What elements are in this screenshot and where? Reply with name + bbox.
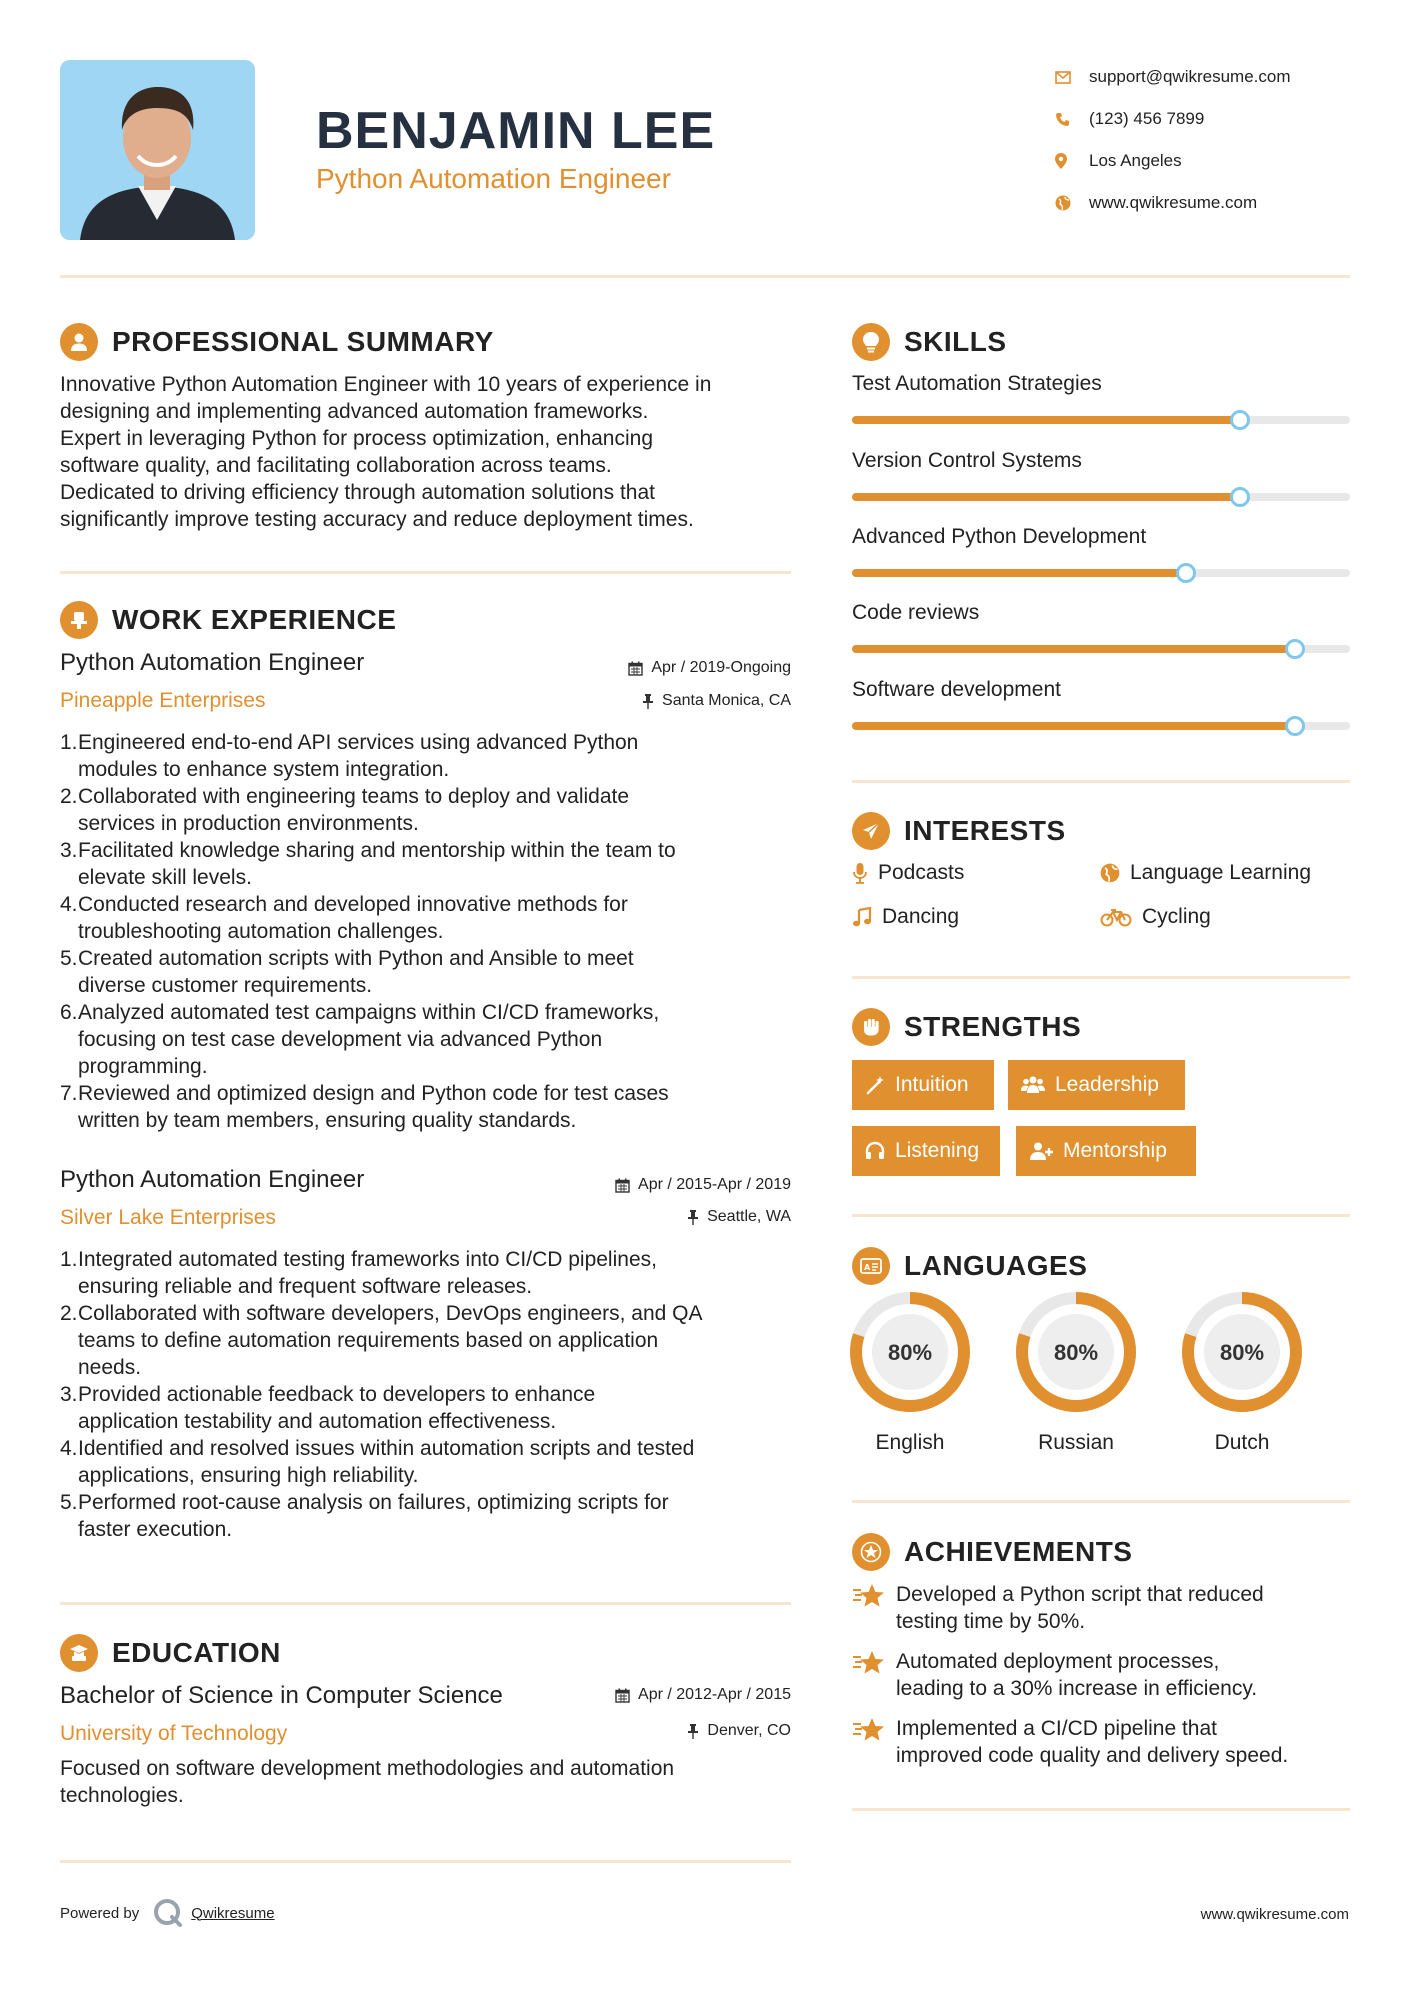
job-location <box>642 691 791 711</box>
list-line: Facilitated knowledge sharing and mentorship within the team to <box>78 839 676 862</box>
languages-divider <box>852 1500 1350 1503</box>
job-title: Python Automation Engineer <box>60 1166 365 1193</box>
list-line: Created automation scripts with Python and Ansible to meet <box>78 947 634 970</box>
interests-title: INTERESTS <box>904 815 1066 846</box>
contact-list <box>1055 56 1355 224</box>
list-line: ensuring reliable and frequent software releases. <box>78 1275 533 1298</box>
skill-bar-knob <box>1230 410 1250 430</box>
list-item <box>60 1080 800 1134</box>
list-item <box>60 783 800 837</box>
globe-icon <box>1055 195 1089 211</box>
calendar-icon <box>615 1178 630 1193</box>
job-location <box>687 1207 791 1227</box>
avatar <box>60 60 255 240</box>
strength-label: Listening <box>895 1139 980 1162</box>
list-line: Collaborated with software developers, DevOps engineers, and QA <box>78 1302 703 1325</box>
skill-bar <box>852 493 1350 501</box>
list-line: teams to define automation requirements based on application <box>78 1329 659 1352</box>
job-location-text: Seattle, WA <box>707 1208 791 1225</box>
achievements-title: ACHIEVEMENTS <box>904 1536 1133 1567</box>
skill-label: Test Automation Strategies <box>852 372 1102 395</box>
skill-item <box>852 524 1350 577</box>
achievement-line: testing time by 50%. <box>896 1610 1086 1633</box>
achievement-item <box>852 1581 1352 1635</box>
list-line: programming. <box>78 1055 208 1078</box>
education-line: Focused on software development methodologies and automation <box>60 1757 675 1780</box>
contact-phone-text: (123) 456 7899 <box>1089 109 1205 128</box>
language-ring <box>848 1290 972 1414</box>
contact-website[interactable] <box>1055 182 1355 224</box>
candidate-name: BENJAMIN LEE <box>316 102 716 160</box>
calendar-icon <box>615 1688 630 1703</box>
skill-bar-fill <box>852 416 1240 424</box>
interest-label: Dancing <box>882 905 960 928</box>
education-heading <box>60 1634 281 1672</box>
skill-item <box>852 677 1350 730</box>
list-item <box>60 891 800 945</box>
list-line: application testability and automation effectiveness. <box>78 1410 557 1433</box>
list-number: 7. <box>60 1082 78 1105</box>
interest-label: Podcasts <box>878 861 965 884</box>
language-ring <box>1180 1290 1304 1414</box>
summary-line: designing and implementing advanced automation frameworks. <box>60 400 649 423</box>
paper-plane-icon <box>852 812 890 850</box>
skills-title: SKILLS <box>904 326 1007 357</box>
users-icon <box>1021 1075 1045 1095</box>
interest-label: Language Learning <box>1130 861 1312 884</box>
work-heading <box>60 601 396 639</box>
candidate-title: Python Automation Engineer <box>316 163 671 194</box>
achievement-line: Automated deployment processes, <box>896 1650 1220 1673</box>
skill-item <box>852 600 1350 653</box>
list-line: Integrated automated testing frameworks into CI/CD pipelines, <box>78 1248 657 1271</box>
language-item <box>1014 1290 1138 1456</box>
list-number: 3. <box>60 1383 78 1406</box>
list-item <box>60 729 800 783</box>
footer-website-link[interactable]: www.qwikresume.com <box>1200 1906 1349 1923</box>
list-number: 5. <box>60 1491 78 1514</box>
language-percent: 80% <box>887 1340 933 1365</box>
job-bullets <box>60 729 800 1134</box>
list-line: troubleshooting automation challenges. <box>78 920 444 943</box>
user-icon <box>60 323 98 361</box>
list-item <box>60 1435 800 1489</box>
graduation-icon <box>60 1634 98 1672</box>
list-line: Identified and resolved issues within automation scripts and tested <box>78 1437 695 1460</box>
achievement-line: leading to a 30% increase in efficiency. <box>896 1677 1258 1700</box>
skill-item <box>852 371 1350 424</box>
achievement-line: Developed a Python script that reduced <box>896 1583 1264 1606</box>
strength-label: Leadership <box>1055 1073 1159 1096</box>
languages-title: LANGUAGES <box>904 1250 1088 1281</box>
work-divider <box>60 1602 791 1605</box>
list-line: faster execution. <box>78 1518 233 1541</box>
language-name: English <box>875 1431 945 1454</box>
summary-line: Dedicated to driving efficiency through automation solutions that <box>60 481 655 504</box>
job-company: Silver Lake Enterprises <box>60 1206 276 1229</box>
achievement-item <box>852 1648 1352 1702</box>
envelope-icon <box>1055 71 1089 84</box>
skill-bar <box>852 645 1350 653</box>
strength-tag <box>1008 1060 1185 1110</box>
skill-label: Software development <box>852 678 1061 701</box>
skill-bar-fill <box>852 493 1240 501</box>
job-company: Pineapple Enterprises <box>60 689 266 712</box>
language-percent: 80% <box>1053 1340 1099 1365</box>
microphone-icon <box>852 862 868 884</box>
list-item <box>60 1381 800 1435</box>
strength-tag <box>852 1060 994 1110</box>
summary-divider <box>60 571 791 574</box>
user-plus-icon <box>1029 1141 1053 1161</box>
skill-bar-fill <box>852 569 1186 577</box>
interest-label: Cycling <box>1142 905 1211 928</box>
work-title: WORK EXPERIENCE <box>112 604 397 635</box>
list-line: needs. <box>78 1356 142 1379</box>
contact-email[interactable] <box>1055 56 1355 98</box>
list-number: 4. <box>60 1437 78 1460</box>
list-item <box>60 999 800 1080</box>
qwikresume-link[interactable]: Qwikresume <box>191 1904 275 1922</box>
headphones-icon <box>865 1141 885 1161</box>
list-line: Analyzed automated test campaigns within CI/CD frameworks, <box>78 1001 660 1024</box>
magic-wand-icon <box>865 1075 885 1095</box>
list-number: 1. <box>60 731 78 754</box>
skill-bar-knob <box>1285 716 1305 736</box>
list-number: 1. <box>60 1248 78 1271</box>
briefcase-icon <box>60 601 98 639</box>
school-name: University of Technology <box>60 1722 288 1745</box>
language-ring <box>1014 1290 1138 1414</box>
skill-bar <box>852 722 1350 730</box>
skill-bar-knob <box>1285 639 1305 659</box>
job-date <box>628 658 791 678</box>
interest-item <box>1100 904 1211 930</box>
summary-line: significantly improve testing accuracy and reduce deployment times. <box>60 508 694 531</box>
language-name: Russian <box>1038 1431 1114 1454</box>
summary-title: PROFESSIONAL SUMMARY <box>112 326 494 357</box>
languages-heading <box>852 1247 1087 1285</box>
job-bullets <box>60 1246 800 1543</box>
list-line: Collaborated with engineering teams to deploy and validate <box>78 785 630 808</box>
list-line: elevate skill levels. <box>78 866 252 889</box>
job-title: Python Automation Engineer <box>60 649 365 676</box>
skill-bar-fill <box>852 645 1295 653</box>
list-number: 2. <box>60 1302 78 1325</box>
list-line: written by team members, ensuring quality standards. <box>78 1109 577 1132</box>
contact-email-text: support@qwikresume.com <box>1089 67 1291 86</box>
skill-bar <box>852 569 1350 577</box>
achievements-heading <box>852 1533 1132 1571</box>
achievements-divider <box>852 1808 1350 1811</box>
list-line: diverse customer requirements. <box>78 974 373 997</box>
achievement-item <box>852 1715 1352 1769</box>
list-line: Reviewed and optimized design and Python code for test cases <box>78 1082 669 1105</box>
map-pin-icon <box>1055 153 1089 169</box>
achievement-line: Implemented a CI/CD pipeline that <box>896 1717 1217 1740</box>
language-card-icon <box>852 1247 890 1285</box>
strengths-divider <box>852 1214 1350 1217</box>
globe-icon <box>1100 863 1120 883</box>
list-line: modules to enhance system integration. <box>78 758 450 781</box>
education-description <box>60 1755 800 1809</box>
strength-tag <box>852 1126 1000 1176</box>
strength-label: Mentorship <box>1063 1139 1167 1162</box>
summary-line: software quality, and facilitating collaboration across teams. <box>60 454 612 477</box>
pushpin-icon <box>687 1210 699 1225</box>
footer-powered-by <box>60 1898 275 1928</box>
skill-label: Version Control Systems <box>852 449 1082 472</box>
music-note-icon <box>852 907 872 927</box>
list-number: 2. <box>60 785 78 808</box>
star-icon <box>852 1648 896 1702</box>
education-date-text: Apr / 2012-Apr / 2015 <box>638 1686 791 1703</box>
list-item <box>60 837 800 891</box>
list-line: services in production environments. <box>78 812 419 835</box>
profile-photo <box>60 60 255 240</box>
list-line: Performed root-cause analysis on failures, optimizing scripts for <box>78 1491 669 1514</box>
contact-phone[interactable] <box>1055 98 1355 140</box>
interest-item <box>1100 860 1311 886</box>
job-date <box>615 1175 791 1195</box>
language-name: Dutch <box>1214 1431 1270 1454</box>
skill-label: Advanced Python Development <box>852 525 1147 548</box>
skills-divider <box>852 780 1350 783</box>
interest-item <box>852 904 959 930</box>
list-number: 5. <box>60 947 78 970</box>
lightbulb-icon <box>852 323 890 361</box>
contact-location-text: Los Angeles <box>1089 151 1182 170</box>
powered-by-text: Powered by <box>60 1904 140 1922</box>
summary-heading <box>60 323 494 361</box>
skills-heading <box>852 323 1007 361</box>
list-line: applications, ensuring high reliability. <box>78 1464 419 1487</box>
skill-bar-knob <box>1230 487 1250 507</box>
strengths-title: STRENGTHS <box>904 1011 1082 1042</box>
phone-icon <box>1055 112 1089 127</box>
list-line: Provided actionable feedback to developers to enhance <box>78 1383 596 1406</box>
summary-line: Expert in leveraging Python for process optimization, enhancing <box>60 427 654 450</box>
bicycle-icon <box>1100 907 1132 927</box>
strength-label: Intuition <box>895 1073 969 1096</box>
education-location-text: Denver, CO <box>707 1722 791 1739</box>
header-divider <box>60 275 1350 278</box>
interest-item <box>852 860 964 886</box>
list-item <box>60 1246 800 1300</box>
summary-text <box>60 371 800 533</box>
job-date-text: Apr / 2019-Ongoing <box>651 659 791 676</box>
svg-text:A: A <box>864 1263 871 1272</box>
strength-tag <box>1016 1126 1196 1176</box>
skill-bar-fill <box>852 722 1295 730</box>
list-number: 3. <box>60 839 78 862</box>
skill-item <box>852 448 1350 501</box>
education-divider <box>60 1860 791 1863</box>
star-icon <box>852 1715 896 1769</box>
pushpin-icon <box>642 694 654 709</box>
list-item <box>60 1300 800 1381</box>
list-item <box>60 945 800 999</box>
skill-label: Code reviews <box>852 601 980 624</box>
job-location-text: Santa Monica, CA <box>662 692 791 709</box>
list-line: focusing on test case development via advanced Python <box>78 1028 603 1051</box>
achievement-line: improved code quality and delivery speed. <box>896 1744 1289 1767</box>
qwikresume-logo-icon <box>153 1898 183 1928</box>
list-line: Conducted research and developed innovative methods for <box>78 893 628 916</box>
contact-website-text: www.qwikresume.com <box>1089 193 1258 212</box>
contact-location <box>1055 140 1355 182</box>
interests-heading <box>852 812 1066 850</box>
education-location <box>687 1721 791 1741</box>
skill-bar <box>852 416 1350 424</box>
language-percent: 80% <box>1219 1340 1265 1365</box>
list-number: 4. <box>60 893 78 916</box>
job-date-text: Apr / 2015-Apr / 2019 <box>638 1176 791 1193</box>
calendar-icon <box>628 661 643 676</box>
education-title: EDUCATION <box>112 1637 281 1668</box>
education-line: technologies. <box>60 1784 184 1807</box>
education-date <box>615 1685 791 1705</box>
strengths-heading <box>852 1008 1081 1046</box>
star-badge-icon <box>852 1533 890 1571</box>
summary-line: Innovative Python Automation Engineer with 10 years of experience in <box>60 373 712 396</box>
language-item <box>848 1290 972 1456</box>
language-item <box>1180 1290 1304 1456</box>
pushpin-icon <box>687 1724 699 1739</box>
list-number: 6. <box>60 1001 78 1024</box>
interests-divider <box>852 976 1350 979</box>
degree-title: Bachelor of Science in Computer Science <box>60 1682 503 1709</box>
fist-icon <box>852 1008 890 1046</box>
skill-bar-knob <box>1176 563 1196 583</box>
star-icon <box>852 1581 896 1635</box>
list-line: Engineered end-to-end API services using advanced Python <box>78 731 639 754</box>
list-item <box>60 1489 800 1543</box>
